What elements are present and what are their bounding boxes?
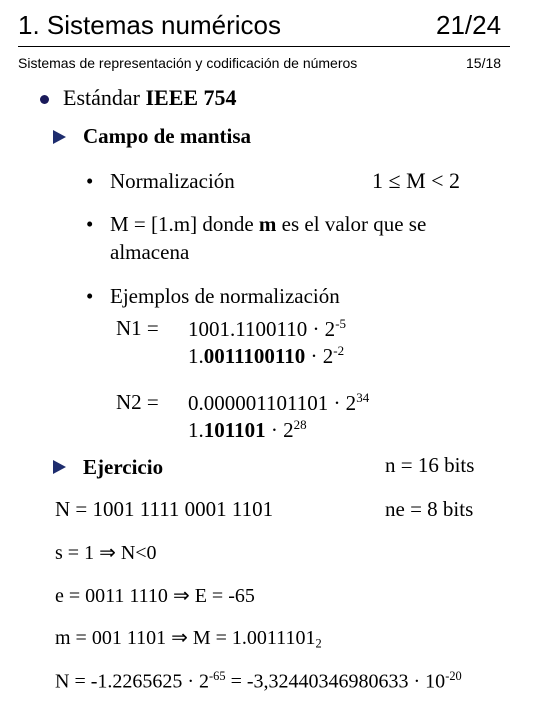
subsection-ejercicio-heading: Ejercicio	[83, 455, 164, 479]
mantissa-definition-line1	[110, 212, 426, 237]
mantissa-def-part: M = [1.m] donde	[110, 212, 259, 236]
section-heading-bold: IEEE 754	[145, 85, 237, 110]
n2-label: N2 =	[116, 390, 159, 414]
section-heading	[63, 85, 237, 111]
sign-line	[55, 540, 157, 565]
section-heading-plain: Estándar	[63, 85, 146, 110]
mantissa-line	[55, 625, 322, 652]
arrow-bullet-icon	[53, 130, 66, 144]
subsection-mantisa-heading: Campo de mantisa	[83, 124, 252, 148]
n2-example-1-exp: 34	[356, 390, 370, 405]
base-subscript: 2	[315, 636, 322, 651]
n1-example-2-lead: 1.	[188, 343, 204, 368]
n-bits-value: n = 16 bits	[385, 453, 475, 477]
exponent-line-part: E = -65	[189, 585, 255, 607]
examples-label: Ejemplos de normalización	[110, 284, 340, 308]
slide-title: 1. Sistemas numéricos	[18, 10, 281, 40]
result-exponent-2: -20	[445, 669, 462, 683]
n1-label: N1 =	[116, 316, 159, 340]
sign-line-part: s = 1	[55, 542, 100, 564]
result-line	[55, 669, 540, 693]
n2-example-2-exp: 28	[293, 417, 307, 432]
mantissa-def-m: m	[258, 212, 277, 236]
mantissa-def-part: es el valor que se	[276, 212, 427, 236]
n1-example-1	[188, 316, 346, 342]
bullet-dot-icon	[40, 95, 49, 104]
exponent-line	[55, 583, 255, 608]
section-subtitle: Sistemas de representación y codificación de números	[18, 55, 358, 71]
result-line-part: N = -1.2265625 · 2	[55, 670, 210, 693]
slide-page-number: 21/24	[436, 10, 502, 40]
ne-bits-value: ne = 8 bits	[385, 497, 474, 521]
n2-example-2-base: · 2	[265, 417, 294, 442]
exponent-line-part: e = 0011 1110	[55, 585, 173, 607]
mantissa-line-part: M = 1.0011101	[187, 627, 316, 649]
header-divider	[18, 46, 510, 47]
normalization-label: Normalización	[110, 169, 235, 193]
arrow-bullet-icon	[53, 460, 66, 474]
mantissa-line-part: m = 001 1101	[55, 627, 172, 649]
section-page-number: 15/18	[466, 55, 502, 71]
implies-arrow-icon: ⇒	[172, 585, 190, 607]
mantissa-definition-line2: almacena	[110, 240, 190, 264]
bullet-glyph: •	[86, 284, 94, 308]
n1-example-2-bold: 0011100110	[203, 343, 306, 368]
result-line-part: = -3,32440346980633 · 10	[225, 670, 446, 693]
implies-arrow-icon: ⇒	[99, 542, 116, 564]
implies-arrow-icon: ⇒	[171, 627, 188, 649]
n1-example-1-exp: -5	[335, 316, 347, 331]
normalization-formula: 1 ≤ M < 2	[372, 168, 461, 193]
bullet-glyph: •	[86, 169, 94, 193]
n2-example-1-base: 0.000001101101 · 2	[188, 390, 357, 415]
n1-example-1-base: 1001.1100110 · 2	[188, 316, 336, 341]
n1-example-2-base: · 2	[305, 343, 334, 368]
n2-example-2-lead: 1.	[188, 417, 204, 442]
sign-line-part: N<0	[115, 542, 157, 564]
n2-example-2	[188, 417, 307, 443]
n-binary-value: N = 1001 1111 0001 1101	[55, 497, 274, 521]
bullet-glyph: •	[86, 212, 94, 236]
n1-example-2-exp: -2	[333, 343, 345, 358]
n2-example-2-bold: 101101	[203, 417, 266, 442]
n1-example-2	[188, 343, 344, 369]
result-exponent-1: -65	[209, 669, 226, 683]
n2-example-1	[188, 390, 369, 416]
